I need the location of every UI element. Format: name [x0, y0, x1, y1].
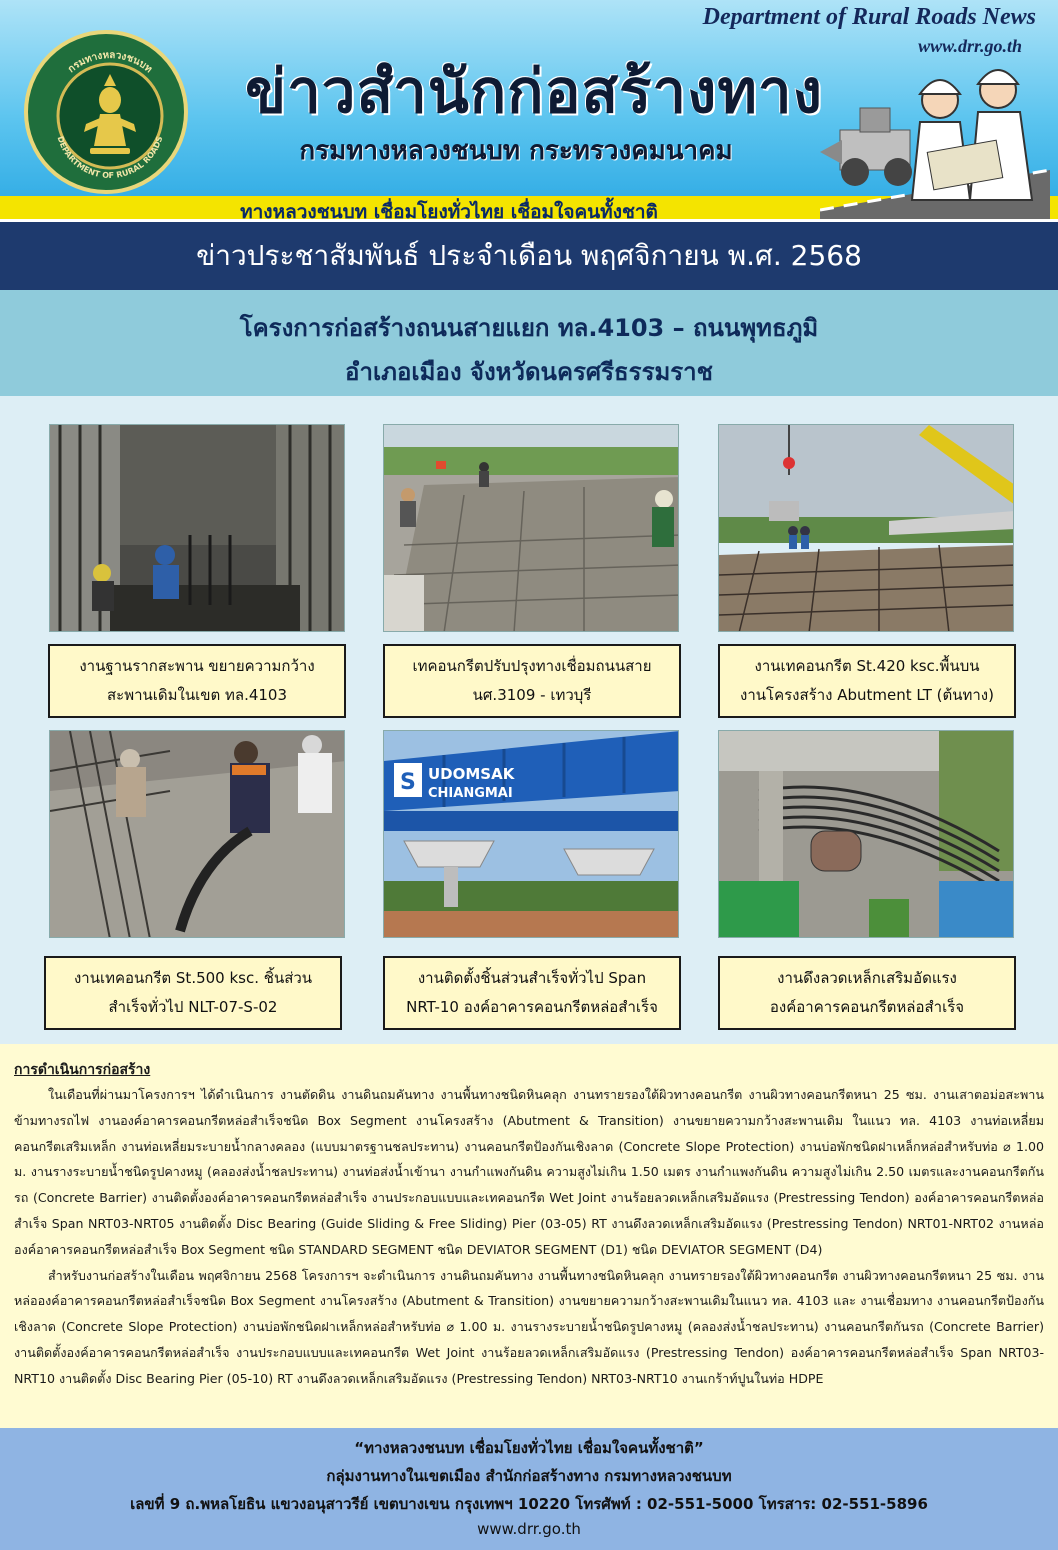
dept-news-title: Department of Rural Roads News: [702, 4, 1036, 30]
photo-abutment-deck: [718, 424, 1014, 632]
progress-paragraph-past: ในเดือนที่ผ่านมาโครงการฯ ได้ดำเนินการ งานตัดดิน งานดินถมคันทาง งานพื้นทางชนิดหินคลุก งานทรายรองใต้ผิวทางคอนกรีต งานผิวทางคอนกรีตหนา 25 ซม. งานเสาตอม่อสะพานข้ามทางรถไฟ งานองค์อาคารคอนกรีตหล่อสำเร็จชนิด Box Segment งานโครงสร้าง (Abutment & Transition) งานขยายความกว้างสะพานเดิม ในแนว ทล. 4103 งานท่อเหลี่ยมคอนกรีตเสริมเหล็ก งานท่อเหลี่ยมระบายน้ำกลางคลอง (แบบมาตรฐานชลประทาน) งานคอนกรีตป้องกันเชิงลาด (Concrete Slope Protection) งานบ่อพักชนิดฝาเหล็กหล่อสำหรับท่อ ⌀ 1.00 ม. งานรางระบายน้ำชนิดรูปคางหมู (คลองส่งน้ำชลประทาน) งานท่อส่งน้ำเข้านา งานกำแพงกันดิน ความสูงไม่เกิน 1.50 เมตร งานกำแพงกันดิน ความสูงไม่เกิน 2.50 เมตรและงานคอนกรีตกันรถ (Concrete Barrier) งานติดตั้งองค์อาคารคอนกรีตหล่อสำเร็จ งานประกอบแบบและเทคอนกรีต Wet Joint งานร้อยลวดเหล็กเสริมอัดแรง (Prestressing Tendon) องค์อาคารคอนกรีตหล่อสำเร็จ Span NRT03-NRT05 งานติดตั้ง Disc Bearing (Guide Sliding & Free Sliding) Pier (03-05) RT งานดึงลวดเหล็กเสริมอัดแรง (Prestressing Tendon) NRT01-NRT02 งานหล่อองค์อาคารคอนกรีตหล่อสำเร็จ Box Segment ชนิด STANDARD SEGMENT ชนิด DEVIATOR SEGMENT (D1) ชนิด DEVIATOR SEGMENT (D4): [14, 1087, 1044, 1257]
newsletter-title: ข่าวสำนักก่อสร้างทาง: [245, 57, 823, 127]
newsletter-subtitle: กรมทางหลวงชนบท กระทรวงคมนาคม: [299, 136, 733, 166]
footer-slogan: “ทางหลวงชนบท เชื่อมโยงทั่วไทย เชื่อมใจคนทั้งชาติ”: [354, 1439, 704, 1457]
crane-sign-line2: CHIANGMAI: [428, 786, 513, 801]
section-heading: การดำเนินการก่อสร้าง: [14, 1062, 151, 1078]
svg-text:S: S: [400, 770, 416, 795]
caption-concrete-road: [383, 644, 681, 718]
project-title-line1: โครงการก่อสร้างถนนสายแยก ทล.4103 – ถนนพุทธภูมิ: [239, 314, 819, 342]
caption-line: งานเทคอนกรีต St.500 ksc. ชิ้นส่วน: [73, 969, 313, 987]
caption-line: งานฐานรากสะพาน ขยายความกว้าง: [79, 657, 315, 675]
construction-progress-section: [0, 1044, 1058, 1428]
crane-sign-line1: UDOMSAK: [428, 765, 515, 783]
logo-text-bottom: DEPARTMENT OF RURAL ROADS: [55, 135, 165, 181]
caption-line: งานเทคอนกรีต St.420 ksc.พื้นบน: [754, 657, 980, 675]
footer: [0, 1428, 1058, 1550]
caption-line: เทคอนกรีตปรับปรุงทางเชื่อมถนนสาย: [412, 657, 652, 675]
logo-text-top: กรมทางหลวงชนบท: [66, 49, 154, 76]
caption-launching-gantry: [383, 956, 681, 1030]
caption-abutment-deck: [718, 644, 1016, 718]
photo-bridge-foundation: [49, 424, 345, 632]
footer-address: เลขที่ 9 ถ.พหลโยธิน แขวงอนุสาวรีย์ เขตบางเขน กรุงเทพฯ 10220 โทรศัพท์ : 02-551-5000 โทรสาร: 02-551-5896: [130, 1495, 928, 1513]
project-title-block: [0, 290, 1058, 396]
caption-line: งานดึงลวดเหล็กเสริมอัดแรง: [777, 969, 957, 987]
caption-line: งานติดตั้งชิ้นส่วนสำเร็จทั่วไป Span: [417, 969, 647, 987]
caption-line: องค์อาคารคอนกรีตหล่อสำเร็จ: [769, 998, 965, 1016]
caption-line: นศ.3109 - เทวบุรี: [472, 686, 592, 704]
footer-website[interactable]: www.drr.go.th: [477, 1520, 581, 1538]
caption-line: สะพานเดิมในเขต ทล.4103: [106, 686, 288, 704]
photo-concrete-road: [383, 424, 679, 632]
drr-emblem-icon: [28, 34, 192, 198]
header-website[interactable]: www.drr.go.th: [918, 36, 1022, 56]
header-banner: [0, 0, 1058, 222]
photo-segment-casting: [49, 730, 345, 938]
photo-launching-gantry: [383, 730, 679, 938]
footer-group: กลุ่มงานทางในเขตเมือง สำนักก่อสร้างทาง กรมทางหลวงชนบท: [326, 1467, 732, 1485]
progress-paragraph-planned: สำหรับงานก่อสร้างในเดือน พฤศจิกายน 2568 โครงการฯ จะดำเนินการ งานดินถมคันทาง งานพื้นทางชนิดหินคลุก งานทรายรองใต้ผิวทางคอนกรีต งานผิวทางคอนกรีตหนา 25 ซม. งานหล่อองค์อาคารคอนกรีตหล่อสำเร็จชนิด Box Segment งานโครงสร้าง (Abutment & Transition) งานขยายความกว้างสะพานเดิมในแนว ทล. 4103 และ งานเชื่อมทาง งานคอนกรีตป้องกันเชิงลาด (Concrete Slope Protection) งานบ่อพักชนิดฝาเหล็กหล่อสำหรับท่อ ⌀ 1.00 ม. งานรางระบายน้ำชนิดรูปคางหมู (คลองส่งน้ำชลประทาน) งานคอนกรีตกันรถ (Concrete Barrier) งานติดตั้งองค์อาคารคอนกรีตหล่อสำเร็จ งานประกอบแบบและเทคอนกรีต Wet Joint งานร้อยลวดเหล็กเสริมอัดแรง (Prestressing Tendon) องค์อาคารคอนกรีตหล่อสำเร็จ Span NRT03-NRT10 งานติดตั้ง Disc Bearing Pier (05-10) RT งานดึงลวดเหล็กเสริมอัดแรง (Prestressing Tendon) NRT03-NRT10 งานเกร้าท์ปูนในท่อ HDPE: [14, 1267, 1044, 1386]
caption-line: สำเร็จทั่วไป NLT-07-S-02: [108, 998, 278, 1016]
header-slogan: ทางหลวงชนบท เชื่อมโยงทั่วไทย เชื่อมใจคนทั้งชาติ: [240, 201, 658, 222]
caption-line: NRT-10 องค์อาคารคอนกรีตหล่อสำเร็จ: [406, 998, 658, 1016]
caption-segment-casting: [44, 956, 342, 1030]
caption-bridge-foundation: [48, 644, 346, 718]
month-banner: ข่าวประชาสัมพันธ์ ประจำเดือน พฤศจิกายน พ.ศ. 2568: [0, 222, 1058, 290]
engineers-illustration-icon: [820, 60, 1050, 220]
photo-gallery: [0, 396, 1058, 1044]
caption-prestressing: [718, 956, 1016, 1030]
project-title-line2: อำเภอเมือง จังหวัดนครศรีธรรมราช: [345, 358, 713, 386]
photo-prestressing: [718, 730, 1014, 938]
caption-line: งานโครงสร้าง Abutment LT (ต้นทาง): [740, 686, 994, 704]
drr-logo: [24, 30, 188, 194]
